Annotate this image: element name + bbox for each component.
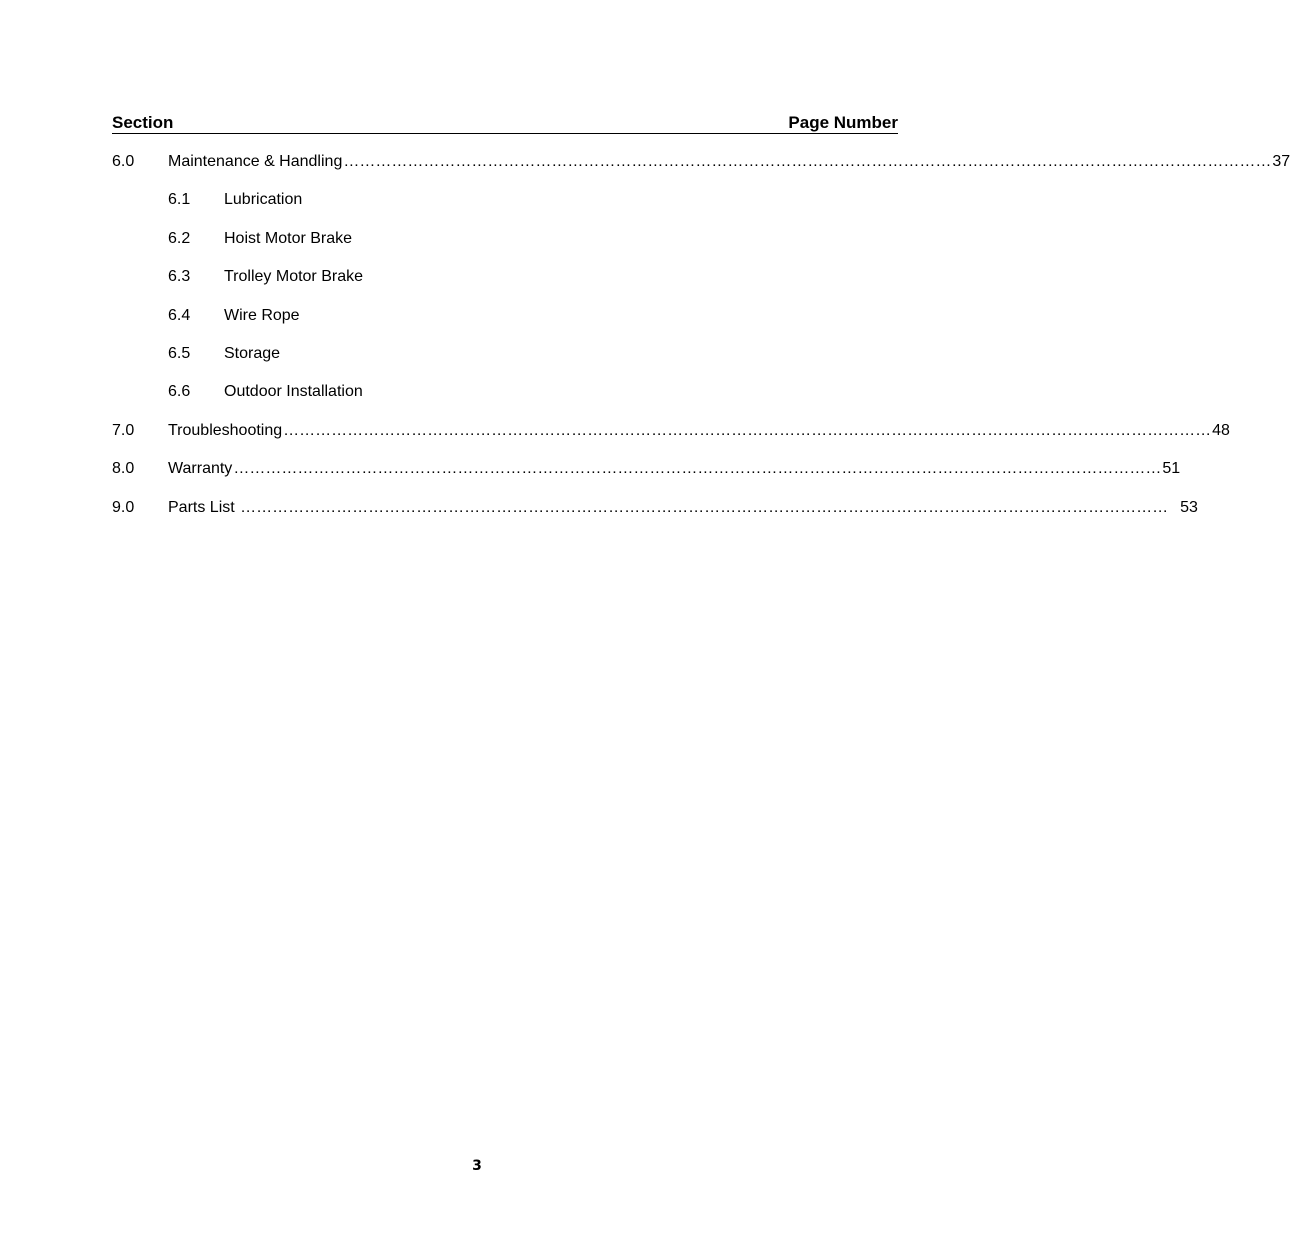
entry-number: 8.0 <box>112 460 135 477</box>
page-footer-number: 3 <box>472 1158 482 1174</box>
toc-entry-8-0[interactable] <box>112 458 1181 480</box>
entry-number: 7.0 <box>112 422 135 439</box>
toc-entry-6-2[interactable] <box>112 228 898 250</box>
entry-title: Outdoor Installation <box>224 383 363 400</box>
toc-entry-6-4[interactable] <box>112 305 898 327</box>
entry-title: Troubleshooting <box>168 422 283 439</box>
entry-leader-line <box>168 497 1198 519</box>
toc-header <box>112 112 898 134</box>
toc-entry-6-1[interactable] <box>112 189 898 211</box>
dot-leader: ………………………………………………………………………………………………………………………………………………………… <box>233 460 1162 477</box>
entry-page: 48 <box>1212 422 1230 439</box>
entry-page: 37 <box>1272 153 1290 170</box>
entry-title: Hoist Motor Brake <box>224 230 353 247</box>
entry-number: 6.3 <box>168 268 191 285</box>
entry-title: Trolley Motor Brake <box>224 268 363 285</box>
toc-entry-7-0[interactable] <box>112 420 1230 442</box>
entry-title: Lubrication <box>224 191 303 208</box>
entry-number: 6.5 <box>168 345 191 362</box>
toc-entry-9-0[interactable] <box>112 497 1198 519</box>
entry-leader-line <box>168 458 1181 480</box>
entry-number: 6.2 <box>168 230 191 247</box>
toc-entry-6-6[interactable] <box>112 381 898 403</box>
entry-page: 53 <box>1180 499 1198 516</box>
dot-leader: ………………………………………………………………………………………………………………………………………………………… <box>240 499 1169 516</box>
entry-leader-line <box>168 151 1290 173</box>
entry-number: 9.0 <box>112 499 135 516</box>
section-column-label: Section <box>112 113 174 132</box>
toc-entry-6-5[interactable] <box>112 343 898 365</box>
page-number-column-label: Page Number <box>788 113 898 132</box>
toc-entry-6-3[interactable] <box>112 266 898 288</box>
entry-number: 6.4 <box>168 307 191 324</box>
entry-title: Wire Rope <box>224 307 300 324</box>
entry-number: 6.6 <box>168 383 191 400</box>
entry-leader-line <box>168 420 1230 442</box>
entry-page: 51 <box>1162 460 1181 477</box>
entry-title: Parts List <box>168 499 240 516</box>
dot-leader: ………………………………………………………………………………………………………………………………………………………… <box>343 153 1272 170</box>
entry-number: 6.0 <box>112 153 135 170</box>
entry-title: Warranty <box>168 460 233 477</box>
entry-title: Maintenance & Handling <box>168 153 343 170</box>
entry-title: Storage <box>224 345 281 362</box>
toc-entry-6-0[interactable] <box>112 151 1290 173</box>
dot-leader: ………………………………………………………………………………………………………………………………………………………… <box>283 422 1212 439</box>
entry-number: 6.1 <box>168 191 191 208</box>
